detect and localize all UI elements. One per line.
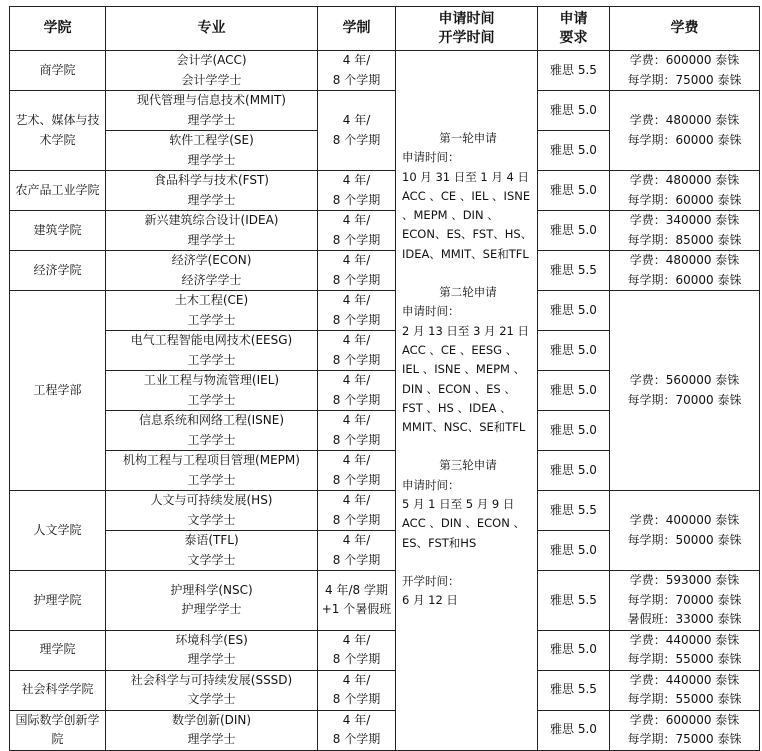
header-row: [10, 7, 760, 51]
requirement-cell: 雅思 5.0: [538, 331, 610, 371]
table-row: [10, 251, 760, 291]
start-label: 开学时间：: [402, 573, 460, 588]
table-row: [10, 211, 760, 251]
requirement-cell: 雅思 5.0: [538, 371, 610, 411]
major-cell: 人文与可持续发展(HS) 文学学士: [106, 491, 318, 531]
duration-cell: 4 年/ 8 个学期: [318, 251, 396, 291]
table-row: [10, 630, 760, 670]
college-cell: 社会科学学院: [10, 670, 106, 710]
requirement-cell: 雅思 5.0: [538, 171, 610, 211]
tuition-cell: 学费：480000 泰铢 每学期：60000 泰铢: [610, 171, 760, 211]
header-duration: 学制: [318, 7, 396, 51]
duration-cell: 4 年/ 8 个学期: [318, 331, 396, 371]
major-cell: 工业工程与物流管理(IEL) 工学学士: [106, 371, 318, 411]
round1-title: 第一轮申请: [439, 131, 497, 145]
tuition-cell: 学费：480000 泰铢 每学期：60000 泰铢: [610, 251, 760, 291]
major-cell: 经济学(ECON) 经济学学士: [106, 251, 318, 291]
requirement-cell: 雅思 5.5: [538, 251, 610, 291]
duration-cell: 4 年/ 8 个学期: [318, 51, 396, 91]
major-cell: 信息系统和网络工程(ISNE) 工学学士: [106, 411, 318, 451]
major-cell: 电气工程智能电网技术(EESG) 工学学士: [106, 331, 318, 371]
round1-majors: ACC 、CE 、IEL 、ISNE 、MEPM 、DIN 、ECON、ES、FST、HS、IDEA、MMIT、SE和TFL: [402, 188, 533, 261]
major-cell: 会计学(ACC) 会计学学士: [106, 51, 318, 91]
tuition-cell: 学费：560000 泰铢 每学期：70000 泰铢: [610, 291, 760, 491]
round3-title: 第三轮申请: [439, 458, 497, 473]
tuition-cell: 学费：600000 泰铢 每学期：75000 泰铢: [610, 51, 760, 91]
major-cell: 现代管理与信息技术(MMIT) 理学学士: [106, 91, 318, 131]
major-cell: 泰语(TFL) 文学学士: [106, 531, 318, 571]
requirement-cell: 雅思 5.0: [538, 131, 610, 171]
requirement-cell: 雅思 5.0: [538, 710, 610, 750]
college-cell: 经济学院: [10, 251, 106, 291]
requirement-cell: 雅思 5.0: [538, 291, 610, 331]
header-apply-time: 申请时间 开学时间: [396, 7, 538, 51]
round3-dates: 5 月 1 日至 5 月 9 日: [402, 497, 515, 512]
requirement-cell: 雅思 5.5: [538, 491, 610, 531]
tuition-cell: 学费：480000 泰铢 每学期：60000 泰铢: [610, 91, 760, 171]
tuition-cell: 学费：600000 泰铢 每学期：75000 泰铢: [610, 710, 760, 750]
round2-majors: ACC 、CE 、EESG 、IEL 、ISNE 、MEPM 、DIN 、ECON 、ES 、FST 、HS 、IDEA 、MMIT、NSC、SE和TFL: [402, 342, 526, 435]
requirement-cell: 雅思 5.0: [538, 211, 610, 251]
tuition-cell: 学费：440000 泰铢 每学期：55000 泰铢: [610, 630, 760, 670]
round2-title: 第二轮申请: [439, 285, 497, 300]
table-row: [10, 171, 760, 211]
table-row: [10, 571, 760, 631]
duration-cell: 4 年/ 8 个学期: [318, 670, 396, 710]
duration-cell: 4 年/8 学期 +1 个暑假班: [318, 571, 396, 631]
college-cell: 理学院: [10, 630, 106, 670]
major-cell: 软件工程学(SE) 理学学士: [106, 131, 318, 171]
college-cell: 人文学院: [10, 491, 106, 571]
tuition-cell: 学费：400000 泰铢 每学期：50000 泰铢: [610, 491, 760, 571]
college-cell: 建筑学院: [10, 211, 106, 251]
college-cell: 商学院: [10, 51, 106, 91]
requirement-cell: 雅思 5.5: [538, 670, 610, 710]
major-cell: 土木工程(CE) 工学学士: [106, 291, 318, 331]
table-row: [10, 670, 760, 710]
duration-cell: 4 年/ 8 个学期: [318, 710, 396, 750]
college-cell: 艺术、媒体与技术学院: [10, 91, 106, 171]
duration-cell: 4 年/ 8 个学期: [318, 491, 396, 531]
duration-cell: 4 年/ 8 个学期: [318, 91, 396, 171]
table-row: [10, 51, 760, 91]
requirement-cell: 雅思 5.0: [538, 630, 610, 670]
college-cell: 护理学院: [10, 571, 106, 631]
round1-label: 申请时间：: [402, 150, 460, 165]
duration-cell: 4 年/ 8 个学期: [318, 291, 396, 331]
duration-cell: 4 年/ 8 个学期: [318, 531, 396, 571]
round2-dates: 2 月 13 日至 3 月 21 日: [402, 323, 529, 338]
requirement-cell: 雅思 5.0: [538, 451, 610, 491]
table-row: [10, 710, 760, 750]
round2-label: 申请时间：: [402, 304, 460, 319]
duration-cell: 4 年/ 8 个学期: [318, 630, 396, 670]
header-tuition: 学费: [610, 7, 760, 51]
major-cell: 社会科学与可持续发展(SSSD) 文学学士: [106, 670, 318, 710]
start-date: 6 月 12 日: [402, 593, 458, 608]
major-cell: 机构工程与工程项目管理(MEPM) 工学学士: [106, 451, 318, 491]
duration-cell: 4 年/ 8 个学期: [318, 411, 396, 451]
header-major: 专业: [106, 7, 318, 51]
tuition-cell: 学费：593000 泰铢 每学期：70000 泰铢 暑假班：33000 泰铢: [610, 571, 760, 631]
requirement-cell: 雅思 5.5: [538, 51, 610, 91]
requirement-cell: 雅思 5.0: [538, 531, 610, 571]
major-cell: 环境科学(ES) 理学学士: [106, 630, 318, 670]
programs-table: [9, 6, 760, 751]
duration-cell: 4 年/ 8 个学期: [318, 451, 396, 491]
table-row: [10, 91, 760, 131]
duration-cell: 4 年/ 8 个学期: [318, 371, 396, 411]
header-requirement: 申请 要求: [538, 7, 610, 51]
college-cell: 国际数学创新学院: [10, 710, 106, 750]
major-cell: 新兴建筑综合设计(IDEA) 理学学士: [106, 211, 318, 251]
college-cell: 工程学部: [10, 291, 106, 491]
tuition-cell: 学费：440000 泰铢 每学期：55000 泰铢: [610, 670, 760, 710]
application-schedule-cell: [396, 51, 538, 751]
requirement-cell: 雅思 5.5: [538, 571, 610, 631]
round3-label: 申请时间：: [402, 477, 460, 492]
table-row: [10, 291, 760, 331]
round3-majors: ACC 、DIN 、ECON 、ES、FST和HS: [402, 516, 525, 550]
duration-cell: 4 年/ 8 个学期: [318, 211, 396, 251]
tuition-cell: 学费：340000 泰铢 每学期：85000 泰铢: [610, 211, 760, 251]
major-cell: 数学创新(DIN) 理学学士: [106, 710, 318, 750]
header-college: 学院: [10, 7, 106, 51]
duration-cell: 4 年/ 8 个学期: [318, 171, 396, 211]
college-cell: 农产品工业学院: [10, 171, 106, 211]
table-row: [10, 491, 760, 531]
requirement-cell: 雅思 5.0: [538, 411, 610, 451]
requirement-cell: 雅思 5.0: [538, 91, 610, 131]
round1-dates: 10 月 31 日至 1 月 4 日: [402, 169, 529, 184]
major-cell: 护理科学(NSC) 护理学学士: [106, 571, 318, 631]
major-cell: 食品科学与技术(FST) 理学学士: [106, 171, 318, 211]
